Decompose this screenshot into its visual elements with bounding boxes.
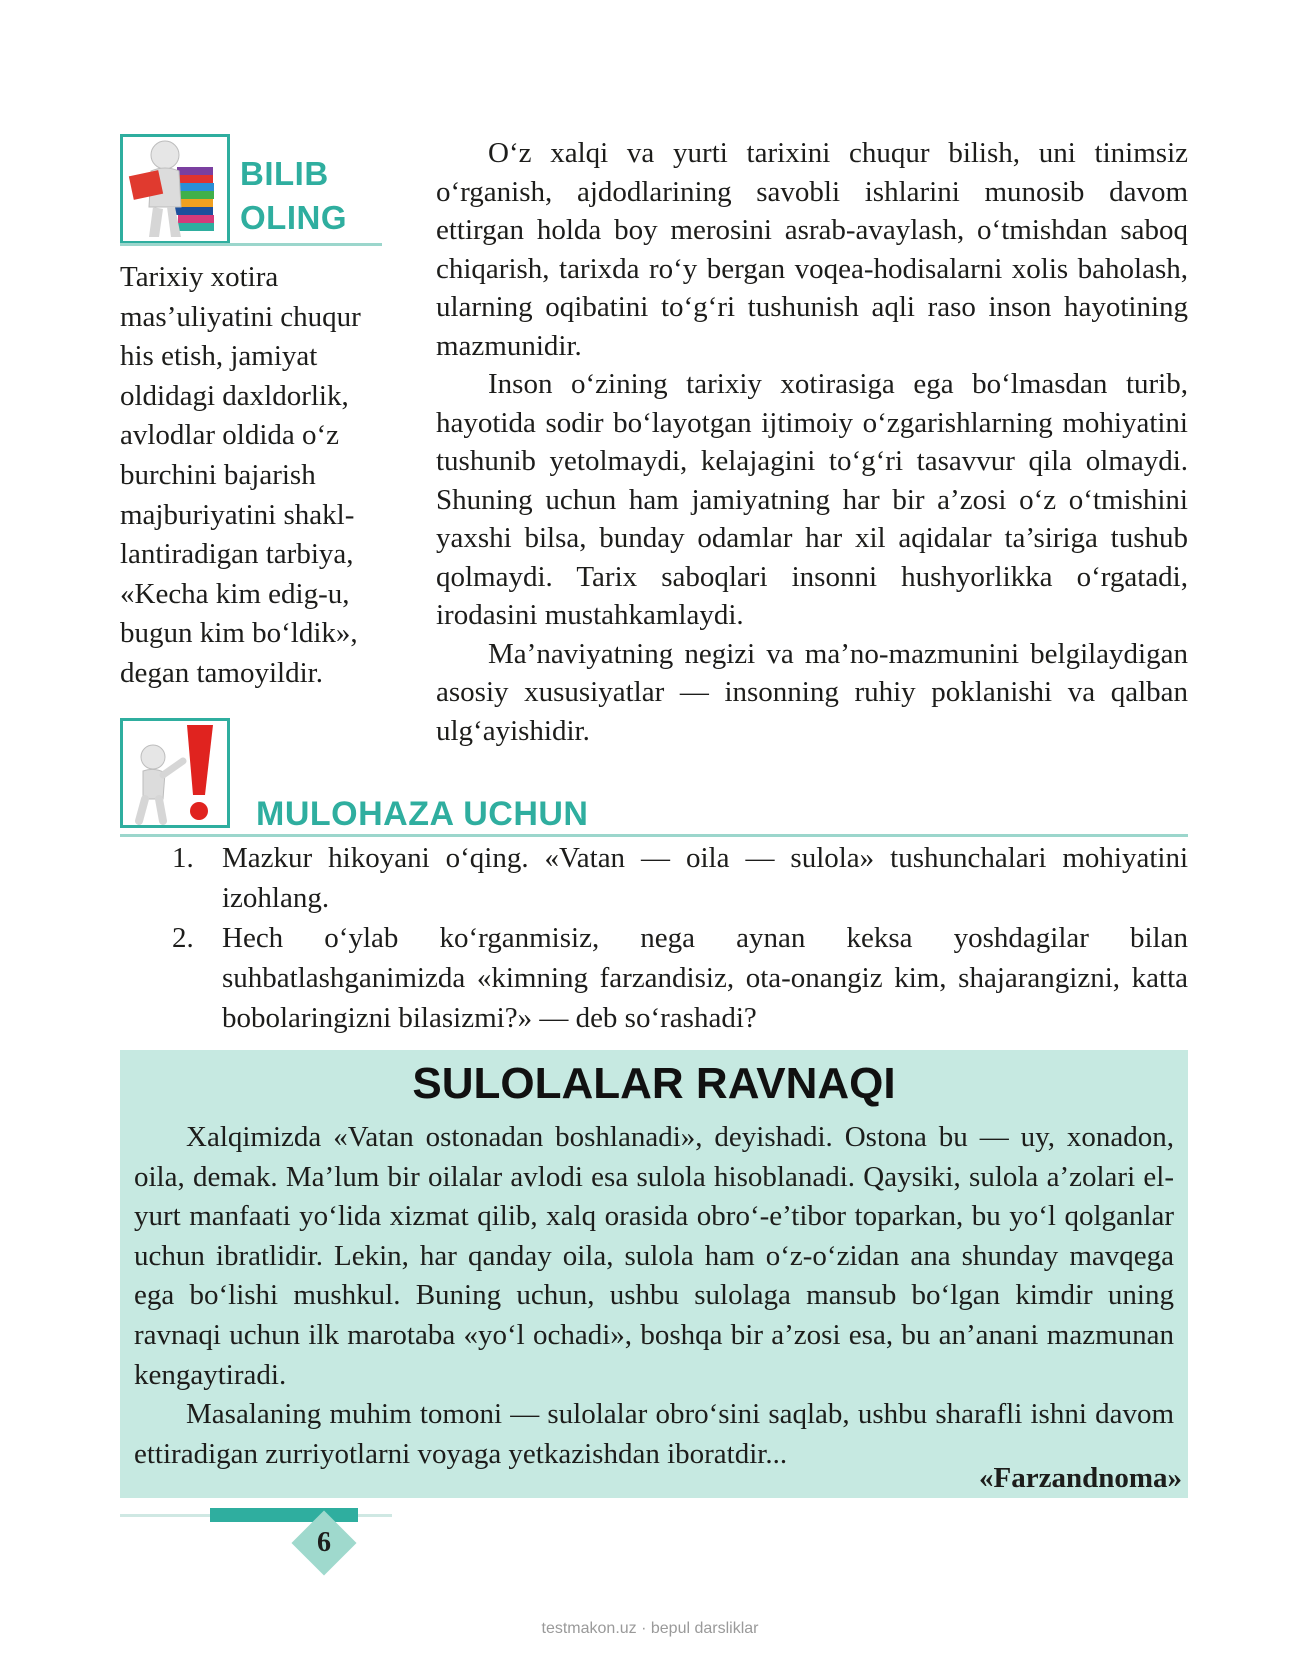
question-number: 2. <box>172 922 194 954</box>
sidebar-line: mas’uliyatini chuqur <box>120 300 361 333</box>
story-box <box>120 1050 1188 1498</box>
question-text: Mazkur hikoyani o‘qing. «Vatan — oila — sulola» tushunchalari mohiyatini izohlang. <box>222 842 1188 914</box>
question-text: Hech o‘ylab ko‘rganmisiz, nega aynan keksa yoshdagilar bilan suhbatlashganimizda «kimning farzandisiz, ota-onangiz kim, shajarangizni, katta bobolaringizni bilasizmi?» — deb so‘rashadi? <box>222 922 1188 1034</box>
story-text <box>134 1118 1174 1474</box>
sidebar-line: avlodlar oldida o‘z <box>120 419 340 452</box>
story-source: «Farzandnoma» <box>979 1462 1182 1494</box>
sidebar-line: bugun kim bo‘ldik», <box>120 617 358 650</box>
watermark: testmakon.uz · bepul darsliklar <box>541 1620 759 1637</box>
discussion-questions <box>166 838 1188 1038</box>
question-item <box>166 838 1188 918</box>
story-paragraph: Masalaning muhim tomoni — sulolalar obro‘sini saqlab, ushbu sharafli ishni davom ettiradigan zurriyotlarni voyaga yetkazishdan iboratdir... <box>134 1398 1174 1470</box>
sidebar-line: oldidagi daxldorlik, <box>120 379 349 412</box>
bilib-oling-text <box>120 258 400 694</box>
story-paragraph: Xalqimizda «Vatan ostonadan boshlanadi», deyishadi. Ostona bu — uy, xonadon, oila, demak. Ma’lum bir oilalar avlodi esa sulola hisoblanadi. Qaysiki, sulola a’zolari el-yurt manfaati yo‘lida xizmat qilib, xalq orasida obro‘-e’tibor toparkan, bu yo‘l qolganlar uchun ibratlidir. Lekin, har qanday oila, sulola ham o‘z-o‘zidan ana shunday mavqega ega bo‘lishi mushkul. Buning uchun, ushbu sulolaga mansub bo‘lgan kimdir uning ravnaqi uchun ilk marotaba «yo‘l ochadi», boshqa bir a’zosi esa, bu an’anani mazmunan kengaytiradi. <box>134 1121 1174 1391</box>
main-paragraph: Inson o‘zining tarixiy xotirasiga ega bo‘lmasdan turib, hayotida sodir bo‘layotgan ijtimoiy o‘zgarishlarning mohiyatini tushunib yetolmaydi, kelajagini to‘g‘ri tasavvur qila olmaydi. Shuning uchun ham jamiyatning har bir a’zosi o‘z o‘tmishini yaxshi bilsa, bunday odamlar har xil aqidalar ta’siriga tushub qolmaydi. Tarix saboqlari insonni hushyorlikka o‘rgatadi, irodasini mustahkamlaydi. <box>436 368 1188 631</box>
question-item <box>166 918 1188 1038</box>
question-number: 1. <box>172 842 194 874</box>
reading-figure-icon <box>123 137 227 241</box>
bilib-oling-icon-box <box>120 134 230 244</box>
main-paragraph: O‘z xalqi va yurti tarixini chuqur bilish, uni tinimsiz o‘rganish, ajdodlarining savobli ishlarini munosib davom ettirgan holda boy merosini asrab-avaylash, o‘tmishdan saboq chiqarish, tarixda ro‘y bergan voqea-hodisalarni xolis baholash, ularning oqibatini to‘g‘ri tushunish aqli raso inson hayotining mazmunidir. <box>436 137 1188 362</box>
mulohaza-title: MULOHAZA UCHUN <box>256 795 589 833</box>
sidebar-line: majburiyatini shakl- <box>120 498 355 531</box>
mulohaza-icon-box <box>120 718 230 828</box>
main-text <box>436 134 1188 750</box>
sidebar-line: degan tamoyildir. <box>120 656 323 689</box>
footer-accent-bar <box>210 1508 358 1522</box>
story-title: SULOLALAR RAVNAQI <box>412 1059 896 1108</box>
bilib-oling-title <box>240 152 347 240</box>
sidebar-line: burchini bajarish <box>120 458 316 491</box>
sidebar-line: Tarixiy xotira <box>120 261 279 293</box>
bilib-oling-title-line1: BILIB <box>240 155 329 192</box>
page-number: 6 <box>317 1527 331 1558</box>
mulohaza-rule <box>120 834 1188 837</box>
bilib-oling-rule <box>120 243 382 246</box>
bilib-oling-title-line2: OLING <box>240 199 347 236</box>
exclamation-figure-icon <box>123 721 227 825</box>
main-paragraph: Ma’naviyatning negizi va ma’no-mazmunini belgilaydigan asosiy xususiyatlar — insonning ruhiy poklanishi va qalban ulg‘ayishidir. <box>436 637 1188 747</box>
sidebar-line: lantiradigan tarbiya, <box>120 538 354 571</box>
sidebar-line: his etish, jamiyat <box>120 340 318 373</box>
sidebar-line: «Kecha kim edig-u, <box>120 577 350 610</box>
